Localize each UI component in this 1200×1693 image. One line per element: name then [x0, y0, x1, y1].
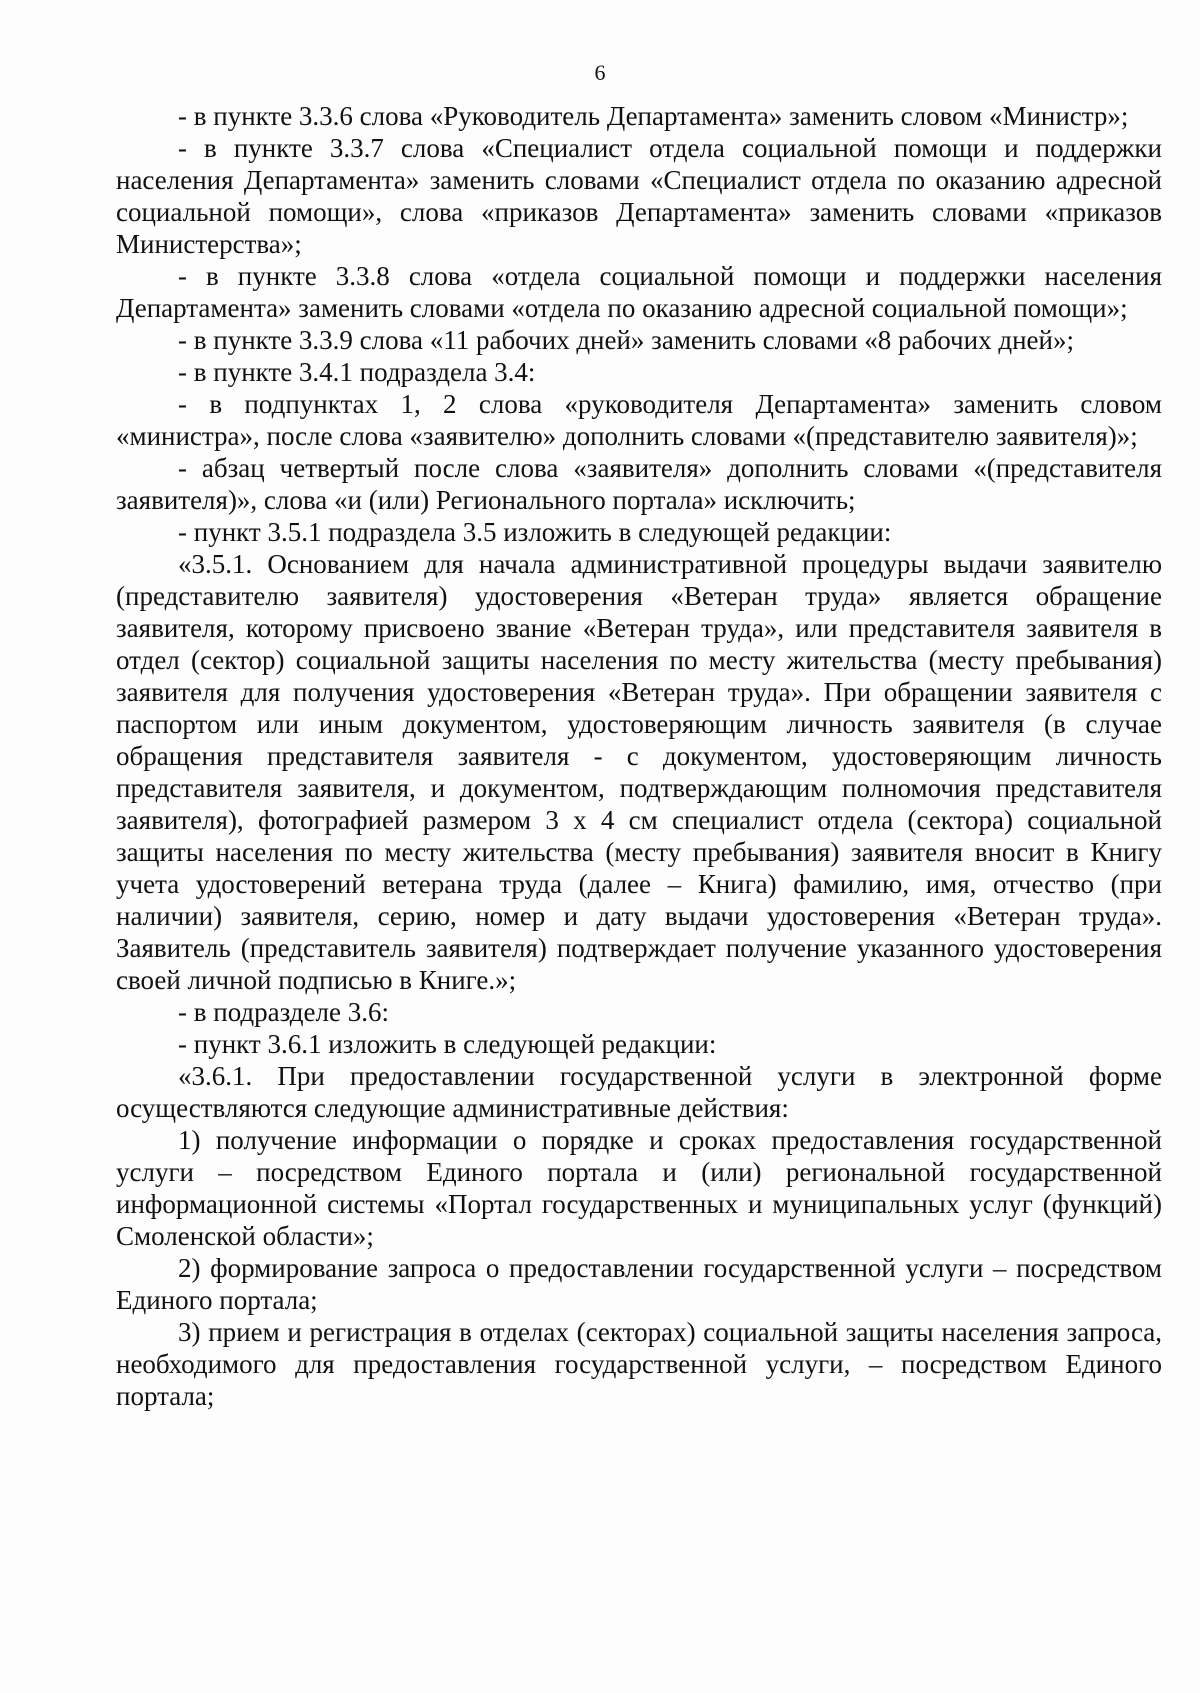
paragraph: - пункт 3.6.1 изложить в следующей редакции:	[178, 1029, 717, 1059]
page-number: 6	[594, 60, 606, 85]
paragraph: - в пункте 3.3.7 слова «Специалист отдела социальной помощи и поддержки населения Департамента» заменить словами «Специалист отдела по оказанию адресной социальной помощи», слова «приказов Департамента» заменить словами «приказов Министерства»;	[116, 133, 1162, 259]
paragraph: - абзац четвертый после слова «заявителя» дополнить словами «(представителя заявителя)», слова «и (или) Регионального портала» исключить;	[116, 453, 1162, 515]
paragraph: «3.5.1. Основанием для начала административной процедуры выдачи заявителю (представителю заявителя) удостоверения «Ветеран труда» является обращение заявителя, которому присвоено звание «Ветеран труда», или представителя заявителя в отдел (сектор) социальной защиты населения по месту жительства (месту пребывания) заявителя для получения удостоверения «Ветеран труда». При обращении заявителя с паспортом или иным документом, удостоверяющим личность заявителя (в случае обращения представителя заявителя - с документом, удостоверяющим личность представителя заявителя, и документом, подтверждающим полномочия представителя заявителя), фотографией размером 3 х 4 см специалист отдела (сектора) социальной защиты населения по месту жительства (месту пребывания) заявителя вносит в Книгу учета удостоверений ветерана труда (далее – Книга) фамилию, имя, отчество (при наличии) заявителя, серию, номер и дату выдачи удостоверения «Ветеран труда». Заявитель (представитель заявителя) подтверждает получение указанного удостоверения своей личной подписью в Книге.»;	[116, 549, 1162, 995]
paragraph: 1) получение информации о порядке и сроках предоставления государственной услуги – посредством Единого портала и (или) региональной государственной информационной системы «Портал государственных и муниципальных услуг (функций) Смоленской области»;	[116, 1125, 1162, 1251]
paragraph: «3.6.1. При предоставлении государственной услуги в электронной форме осуществляются следующие административные действия:	[116, 1061, 1162, 1123]
paragraph: - в пункте 3.4.1 подраздела 3.4:	[178, 357, 536, 387]
paragraph: 3) прием и регистрация в отделах (секторах) социальной защиты населения запроса, необходимого для предоставления государственной услуги, – посредством Единого портала;	[116, 1317, 1162, 1411]
paragraph: - пункт 3.5.1 подраздела 3.5 изложить в следующей редакции:	[178, 517, 892, 547]
paragraph: - в подпунктах 1, 2 слова «руководителя Департамента» заменить словом «министра», после слова «заявителю» дополнить словами «(представителю заявителя)»;	[116, 389, 1162, 451]
paragraph: - в пункте 3.3.6 слова «Руководитель Департамента» заменить словом «Министр»;	[178, 101, 1129, 131]
paragraph: - в пункте 3.3.9 слова «11 рабочих дней» заменить словами «8 рабочих дней»;	[178, 325, 1074, 355]
document-body	[116, 100, 1162, 1412]
paragraph: - в подразделе 3.6:	[178, 997, 389, 1027]
paragraph: - в пункте 3.3.8 слова «отдела социальной помощи и поддержки населения Департамента» заменить словами «отдела по оказанию адресной социальной помощи»;	[116, 261, 1162, 323]
paragraph: 2) формирование запроса о предоставлении государственной услуги – посредством Единого портала;	[116, 1253, 1162, 1315]
